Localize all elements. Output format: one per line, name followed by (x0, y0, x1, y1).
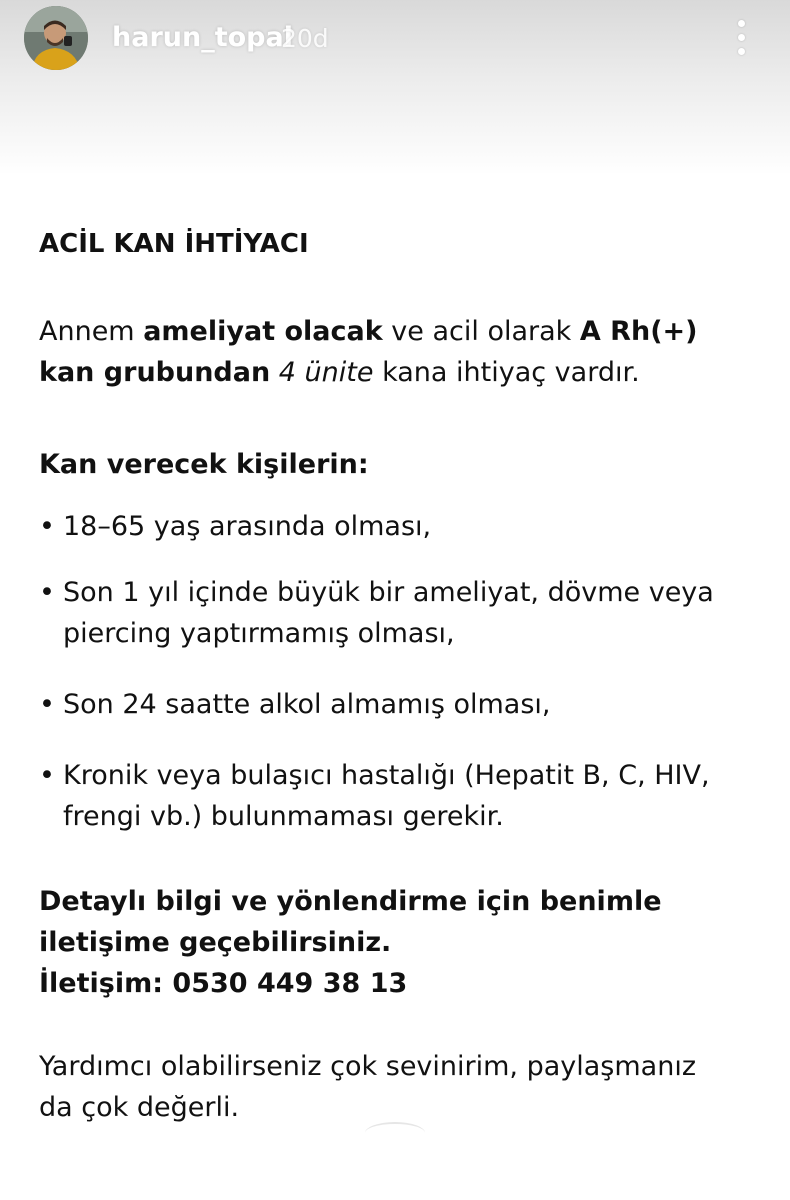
intro-text-1: Annem (39, 316, 144, 347)
intro-line-1 (39, 311, 759, 352)
closing-paragraph (39, 1046, 759, 1128)
intro-blood-type: A Rh(+) (579, 316, 698, 347)
bullet-dot: • (39, 511, 55, 542)
list-item (39, 572, 759, 654)
intro-text-2: ve acil olarak (382, 316, 580, 347)
list-item-text: Son 24 saatte alkol almamış olması, (63, 689, 551, 720)
post-time: 20d (281, 24, 329, 53)
list-item-text: Son 1 yıl içinde büyük bir ameliyat, dövme veya (63, 577, 714, 608)
more-vertical-icon[interactable] (728, 18, 756, 58)
intro-line-2 (39, 352, 759, 393)
bullet-dot: • (39, 577, 55, 608)
closing-line-1: Yardımcı olabilirseniz çok sevinirim, paylaşmanız (39, 1051, 697, 1082)
intro-text-3: kana ihtiyaç vardır. (373, 357, 640, 388)
list-item-text: piercing yaptırmamış olması, (63, 618, 455, 649)
contact-line-2: iletişime geçebilirsiniz. (39, 927, 392, 958)
profile-avatar[interactable] (24, 6, 88, 70)
intro-space (270, 357, 279, 388)
list-item (39, 684, 759, 725)
bullet-dot: • (39, 760, 55, 791)
contact-paragraph (39, 881, 759, 1004)
requirements-title: Kan verecek kişilerin: (39, 449, 369, 480)
list-item-text: Kronik veya bulaşıcı hastalığı (Hepatit B, C, HIV, (63, 760, 710, 791)
list-item (39, 755, 759, 837)
list-item (39, 506, 759, 547)
avatar-image (24, 6, 88, 70)
intro-units: 4 ünite (278, 357, 374, 388)
intro-paragraph (39, 311, 759, 393)
intro-bold-surgery: ameliyat olacak (143, 316, 383, 347)
story-header (0, 0, 790, 80)
contact-line-1: Detaylı bilgi ve yönlendirme için benimle (39, 886, 662, 917)
contact-phone: İletişim: 0530 449 38 13 (39, 968, 408, 999)
username[interactable]: harun_topal (112, 22, 293, 53)
closing-line-2: da çok değerli. (39, 1092, 240, 1123)
list-item-text: frengi vb.) bulunmaması gerekir. (63, 801, 504, 832)
scroll-hint-arc (365, 1122, 425, 1144)
bullet-dot: • (39, 689, 55, 720)
intro-blood-group: kan grubundan (39, 357, 271, 388)
list-item-text: 18–65 yaş arasında olması, (63, 511, 432, 542)
post-title: ACİL KAN İHTİYACI (39, 229, 309, 259)
